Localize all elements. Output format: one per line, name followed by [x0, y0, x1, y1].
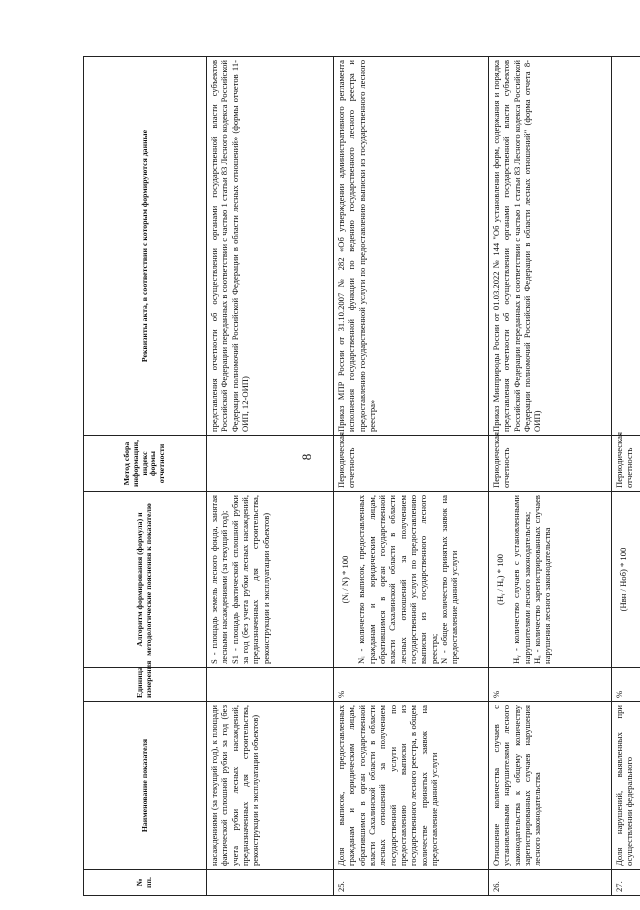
indicators-table [83, 56, 640, 896]
row-algorithm [334, 492, 489, 668]
page-number: 8 [299, 453, 314, 461]
row-algorithm [489, 492, 612, 668]
row-name: насаждениями (за текущий год), к площади фактической сплошной рубки за год (без учета рубки лесных насаждений, предназначенных для строительства, реконструкции и эксплуатации объектов) [207, 702, 334, 870]
row-name: Отношение количества случаев с установленными нарушителями лесного законодательства к общему количеству зарегистрированных случаев нарушения лесного законодательства [489, 702, 612, 870]
row-num: 27. [612, 870, 640, 896]
row-method: Периодическая отчетность [334, 436, 489, 492]
row-num: 25. [334, 870, 489, 896]
row-name: Доля нарушений, выявленных при осуществлении федерального [612, 702, 640, 870]
row-algorithm [612, 492, 640, 668]
row-unit: % [612, 668, 640, 702]
table-header-row [84, 57, 207, 896]
header-algorithm: Алгоритм формирования (формула) и методологические пояснения к показателю [84, 492, 207, 668]
algorithm-line: N - общее количество принятых заявок на предоставление данной услуги [438, 495, 460, 664]
row-formula: (Hвн / Hоб) * 100 [618, 547, 628, 612]
row-unit [207, 668, 334, 702]
header-requisites: Реквизиты акта, в соответствии с которым формируются данные [84, 57, 207, 436]
header-unit: Единица измерения [84, 668, 207, 702]
row-requisites: представления отчетности об осуществлении органами государственной власти субъектов Российской Федерации переданных в соответствии с частью 1 статьи 83 Лесного кодекса Российской Федерации полномочий Российской Федерации в области лесных отношений» (формы отчетов 11-ОИП, 12-ОИП) [207, 57, 334, 436]
row-formula: (Nᵢ / N) * 100 [340, 555, 350, 604]
algorithm-line: Hᵧ - количество случаев с установленными нарушителями лесного законодательства; [511, 495, 532, 664]
algorithm-line: Hₐ - количество зарегистрированных случаев нарушения лесного законодательства [531, 495, 553, 664]
row-method: Периодическая отчетность [612, 436, 640, 492]
algorithm-line: Nᵢ - количество выписок, предоставленных гражданам и юридическим лицам, обратившимся в орган государственной власти Сахалинской области в области лесных отношений за получением государственной услуги по предоставлению выписки из государственного лесного реестра; [356, 495, 439, 664]
algorithm-line: S - площадь земель лесного фонда, занятая лесными насаждениями (за текущий год); [209, 495, 230, 664]
header-method: Метод сбора информации, индекс формы отчетности [84, 436, 207, 492]
row-method [207, 436, 334, 492]
table-row [612, 57, 640, 896]
header-name: Наименование показателя [84, 702, 207, 870]
algorithm-line: S1 - площадь фактической сплошной рубки за год (без учета рубки лесных насаждений, предназначенных для строительства, реконструкции и эксплуатации объектов) [229, 495, 271, 664]
row-unit: % [489, 668, 612, 702]
row-requisites: Приказ МПР России от 31.10.2007 № 282 «Об утверждении административного регламента исполнения государственной функции по ведению государственного лесного реестра и предоставлению государственной услуги по предоставлению выписки из государственного лесного реестра» [334, 57, 489, 436]
table-row [207, 57, 334, 896]
table-row [334, 57, 489, 896]
row-method: Периодическая отчетность [489, 436, 612, 492]
row-unit: % [334, 668, 489, 702]
rotated-table-page [83, 56, 635, 896]
row-name: Доля выписок, предоставленных гражданам и юридическим лицам, обратившимся в орган государственной власти Сахалинской области в области лесных отношений за получением государственной услуги по предоставлению выписки из государственного лесного реестра, в общем количестве принятых заявок на предоставление данной услуги [334, 702, 489, 870]
row-num [207, 870, 334, 896]
table-row [489, 57, 612, 896]
row-algorithm [207, 492, 334, 668]
row-num: 26. [489, 870, 612, 896]
header-num: № пп. [84, 870, 207, 896]
row-requisites [612, 57, 640, 436]
row-formula: (Hᵧ / Hₐ) * 100 [495, 554, 505, 605]
row-requisites: Приказ Минприроды России от 01.03.2022 № 144 "Об установлении форм, содержания и порядка представления отчетности об осуществлении органами государственной власти субъектов Российской Федерации переданных в соответствии с частью 1 статьи 83 Лесного кодекса Российской Федерации полномочий Российской Федерации в области лесных отношений" (форма отчета 8-ОИП) [489, 57, 612, 436]
